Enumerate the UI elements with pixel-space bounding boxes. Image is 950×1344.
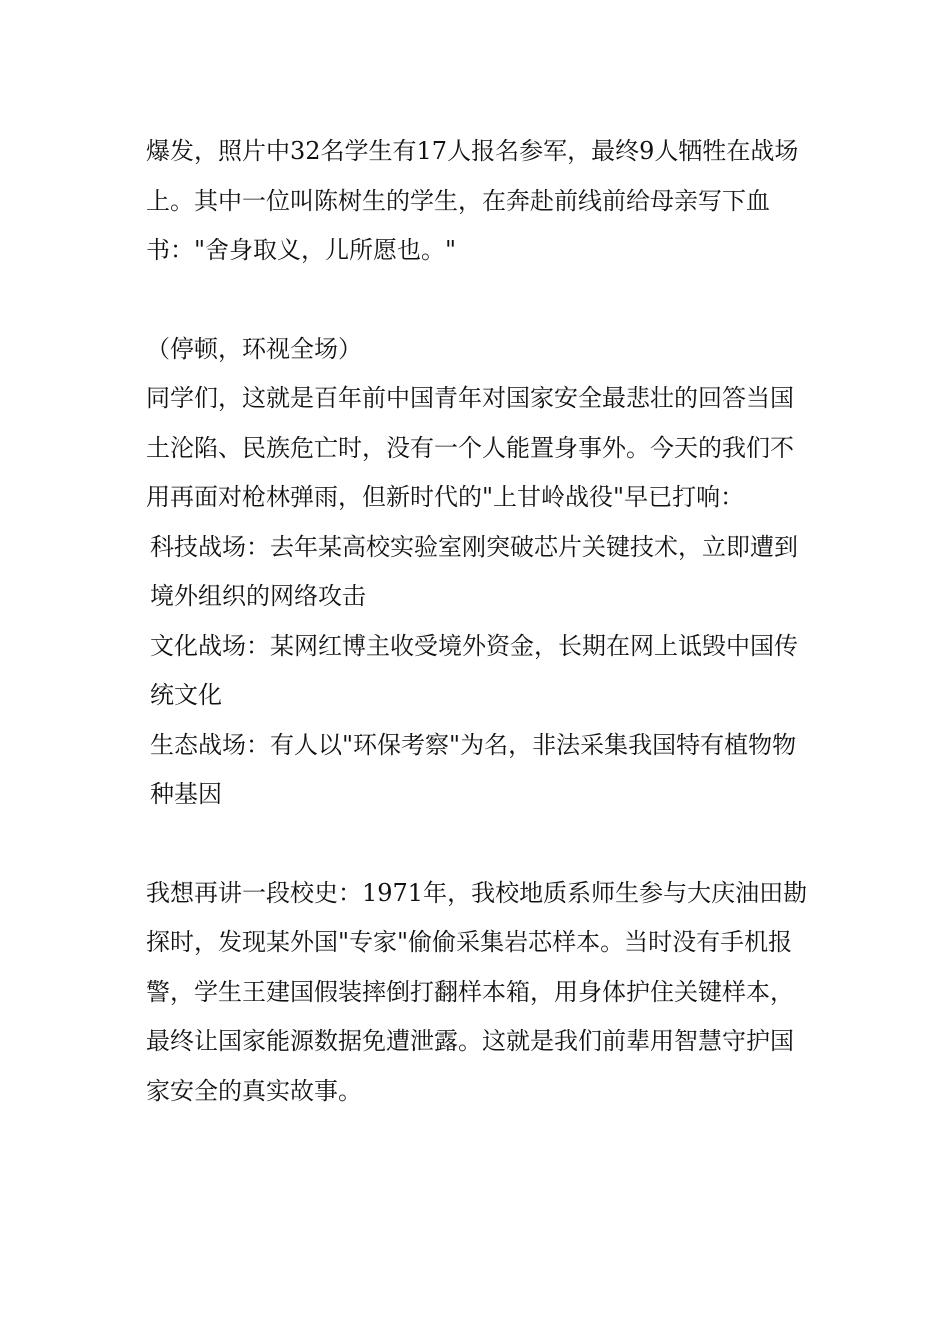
paragraph-new-era: 同学们，这就是百年前中国青年对国家安全最悲壮的回答当国土沦陷、民族危亡时，没有一个人能置身事外。今天的我们不用再面对枪林弹雨，但新时代的"上甘岭战役"早已打响： (146, 384, 794, 511)
paragraph-student-story: 爆发，照片中32名学生有17人报名参军，最终9人牺牲在战场上。其中一位叫陈树生的学生，在奔赴前线前给母亲写下血书："舍身取义，儿所愿也。" (146, 137, 799, 264)
paragraph-spacer (146, 276, 810, 325)
document-body (146, 127, 810, 1116)
stage-direction: （停顿，环视全场） (146, 334, 362, 363)
bullet-culture-battlefield: 文化战场：某网红博主收受境外资金，长期在网上诋毁中国传统文化 (150, 631, 798, 709)
bullet-ecology-battlefield: 生态战场：有人以"环保考察"为名，非法采集我国特有植物物种基因 (150, 730, 797, 808)
bullet-tech-battlefield: 科技战场：去年某高校实验室刚突破芯片关键技术，立即遭到境外组织的网络攻击 (150, 532, 798, 610)
paragraph-school-history: 我想再讲一段校史：1971年，我校地质系师生参与大庆油田勘探时，发现某外国"专家"偷偷采集岩芯样本。当时没有手机报警，学生王建国假装摔倒打翻样本箱，用身体护住关键样本，最终让国家能源数据免遭泄露。这就是我们前辈用智慧守护国家安全的真实故事。 (146, 878, 808, 1105)
paragraph-spacer (146, 820, 810, 869)
